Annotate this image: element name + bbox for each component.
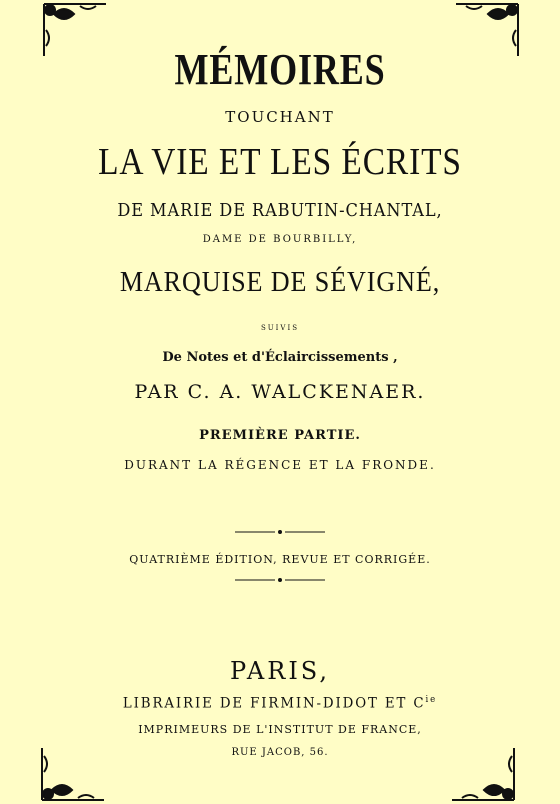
- city-line: PARIS,: [229, 657, 331, 685]
- person-name: DE MARIE DE RABUTIN-CHANTAL,: [117, 200, 443, 221]
- divider-ornament-top: [230, 527, 330, 537]
- publisher-line: [14, 695, 546, 712]
- printer-line: IMPRIMEURS DE L'INSTITUT DE FRANCE,: [138, 723, 422, 736]
- edition-line: QUATRIÈME ÉDITION, REVUE ET CORRIGÉE.: [129, 553, 431, 566]
- notes-line: De Notes et d'Éclaircissements ,: [162, 350, 398, 365]
- suivis-label: SUIVIS: [260, 324, 300, 332]
- author-line: PAR C. A. WALCKENAER.: [134, 381, 426, 403]
- subject-heading: LA VIE ET LES ÉCRITS: [98, 141, 462, 183]
- page-title: MÉMOIRES: [174, 45, 386, 94]
- publisher-name: LIBRAIRIE DE FIRMIN-DIDOT ET C: [122, 695, 426, 712]
- publisher-superscript: ie: [425, 695, 438, 705]
- address-line: RUE JACOB, 56.: [231, 747, 329, 758]
- marquise-heading: MARQUISE DE SÉVIGNÉ,: [119, 266, 441, 298]
- title-connector: TOUCHANT: [225, 108, 335, 126]
- part-heading: PREMIÈRE PARTIE.: [199, 428, 361, 443]
- title-dame: DAME DE BOURBILLY,: [202, 234, 358, 245]
- divider-ornament-bottom: [230, 575, 330, 585]
- period-line: DURANT LA RÉGENCE ET LA FRONDE.: [124, 458, 436, 472]
